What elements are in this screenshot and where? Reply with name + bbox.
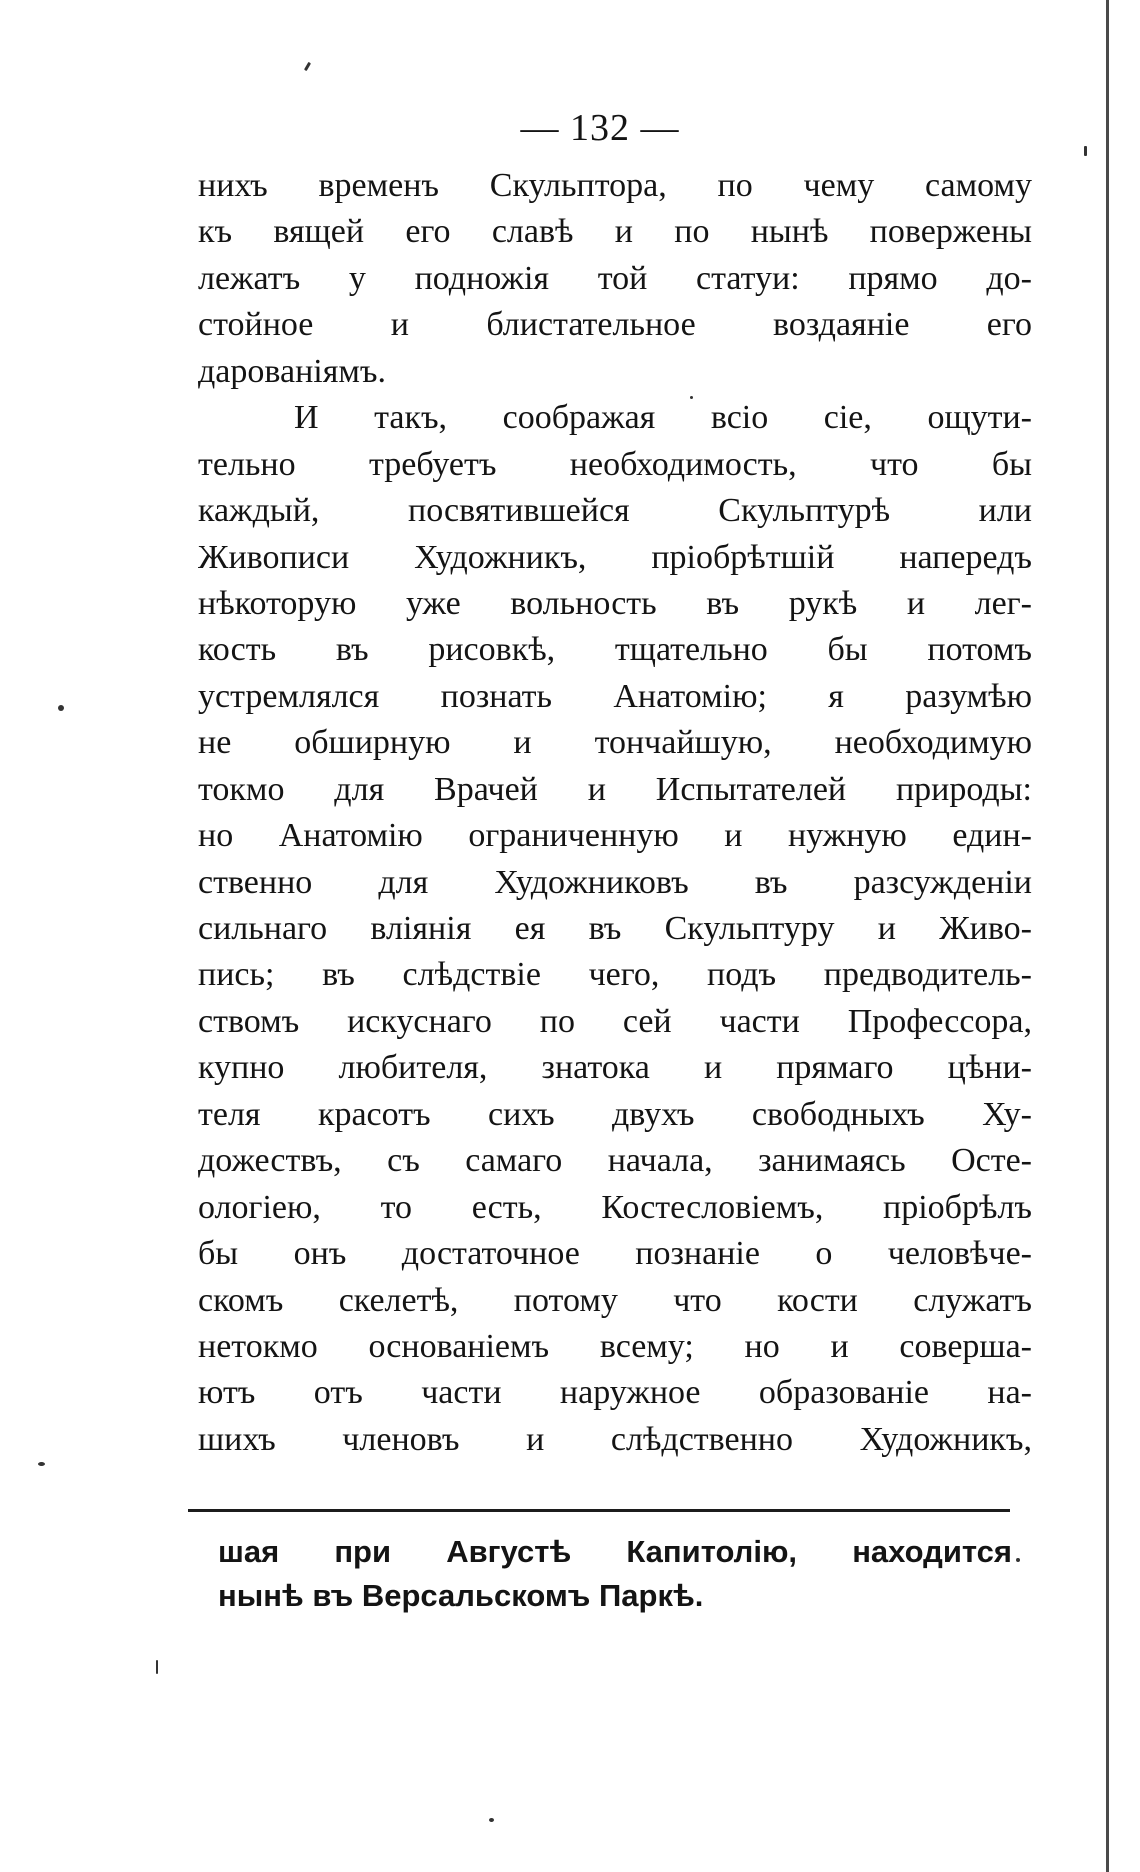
page-edge-line [1106,0,1109,1872]
body-text [198,163,1032,1463]
text-line: купно любителя, знатока и прямаго цѣни- [198,1049,1032,1087]
text-line: бы онъ достаточное познаніе о человѣче- [198,1235,1032,1273]
text-line: но Анатомію ограниченную и нужную един- [198,817,1032,855]
page-number: — 132 — [520,107,680,149]
text-line: нѣкоторую уже вольность въ рукѣ и лег- [198,584,1032,622]
text-line: нетокмо основаніемъ всему; но и соверша- [198,1327,1032,1365]
footnote-line: нынѣ въ Версальскомъ Паркѣ. [218,1578,704,1613]
text-line: каждый, посвятившейся Скульптурѣ или [198,492,1032,530]
footnote-line: шая при Августѣ Капитолію, находится [218,1534,1012,1569]
scan-speck [690,396,693,399]
text-line: кость въ рисовкѣ, тщательно бы потомъ [198,631,1032,669]
scan-speck [1084,146,1087,156]
scan-speck [489,1818,494,1822]
text-line: ствомъ искуснаго по сей части Профессора, [198,1002,1032,1040]
text-line: сильнаго вліянія ея въ Скульптуру и Живо- [198,910,1032,947]
text-line: теля красотъ сихъ двухъ свободныхъ Ху- [198,1095,1032,1133]
text-line: пись; въ слѣдствіе чего, подъ предводитель- [198,956,1032,994]
text-line: лежатъ у подножія той статуи: прямо до- [198,259,1032,297]
scan-speck [38,1462,45,1466]
text-line: ственно для Художниковъ въ разсужденіи [198,863,1032,901]
footnote-divider [188,1509,1010,1512]
text-line: къ вящей его славѣ и по нынѣ повержены [198,213,1032,251]
text-line: токмо для Врачей и Испытателей природы: [198,770,1032,808]
text-line: не обширную и тончайшую, необходимую [198,724,1032,762]
text-line: устремлялся познать Анатомію; я разумѣю [198,677,1032,715]
text-line: ютъ отъ части наружное образованіе на- [198,1374,1032,1412]
text-line: дожествъ, съ самаго начала, занимаясь Осте- [198,1142,1032,1180]
text-line: стойное и блистательное воздаяніе его [198,306,1032,344]
scan-speck [58,705,64,711]
scan-speck [156,1660,158,1674]
text-line: дарованіямъ. [198,352,386,390]
text-line: ологіею, то есть, Костесловіемъ, пріобрѣлъ [198,1188,1032,1226]
text-line: Живописи Художникъ, пріобрѣтшій напередъ [198,538,1032,576]
paragraph-start-line: И такъ, соображая всіо сіе, ощути- [294,399,1032,437]
text-line: шихъ членовъ и слѣдственно Художникъ, [198,1420,1032,1458]
text-line: скомъ скелетѣ, потому что кости служатъ [198,1281,1032,1319]
text-line: тельно требуетъ необходимость, что бы [198,445,1032,483]
scan-speck [1016,1558,1020,1562]
text-line: нихъ временъ Скульптора, по чему самому [198,167,1032,204]
footnote [218,1530,1012,1618]
scan-speck [304,62,311,71]
